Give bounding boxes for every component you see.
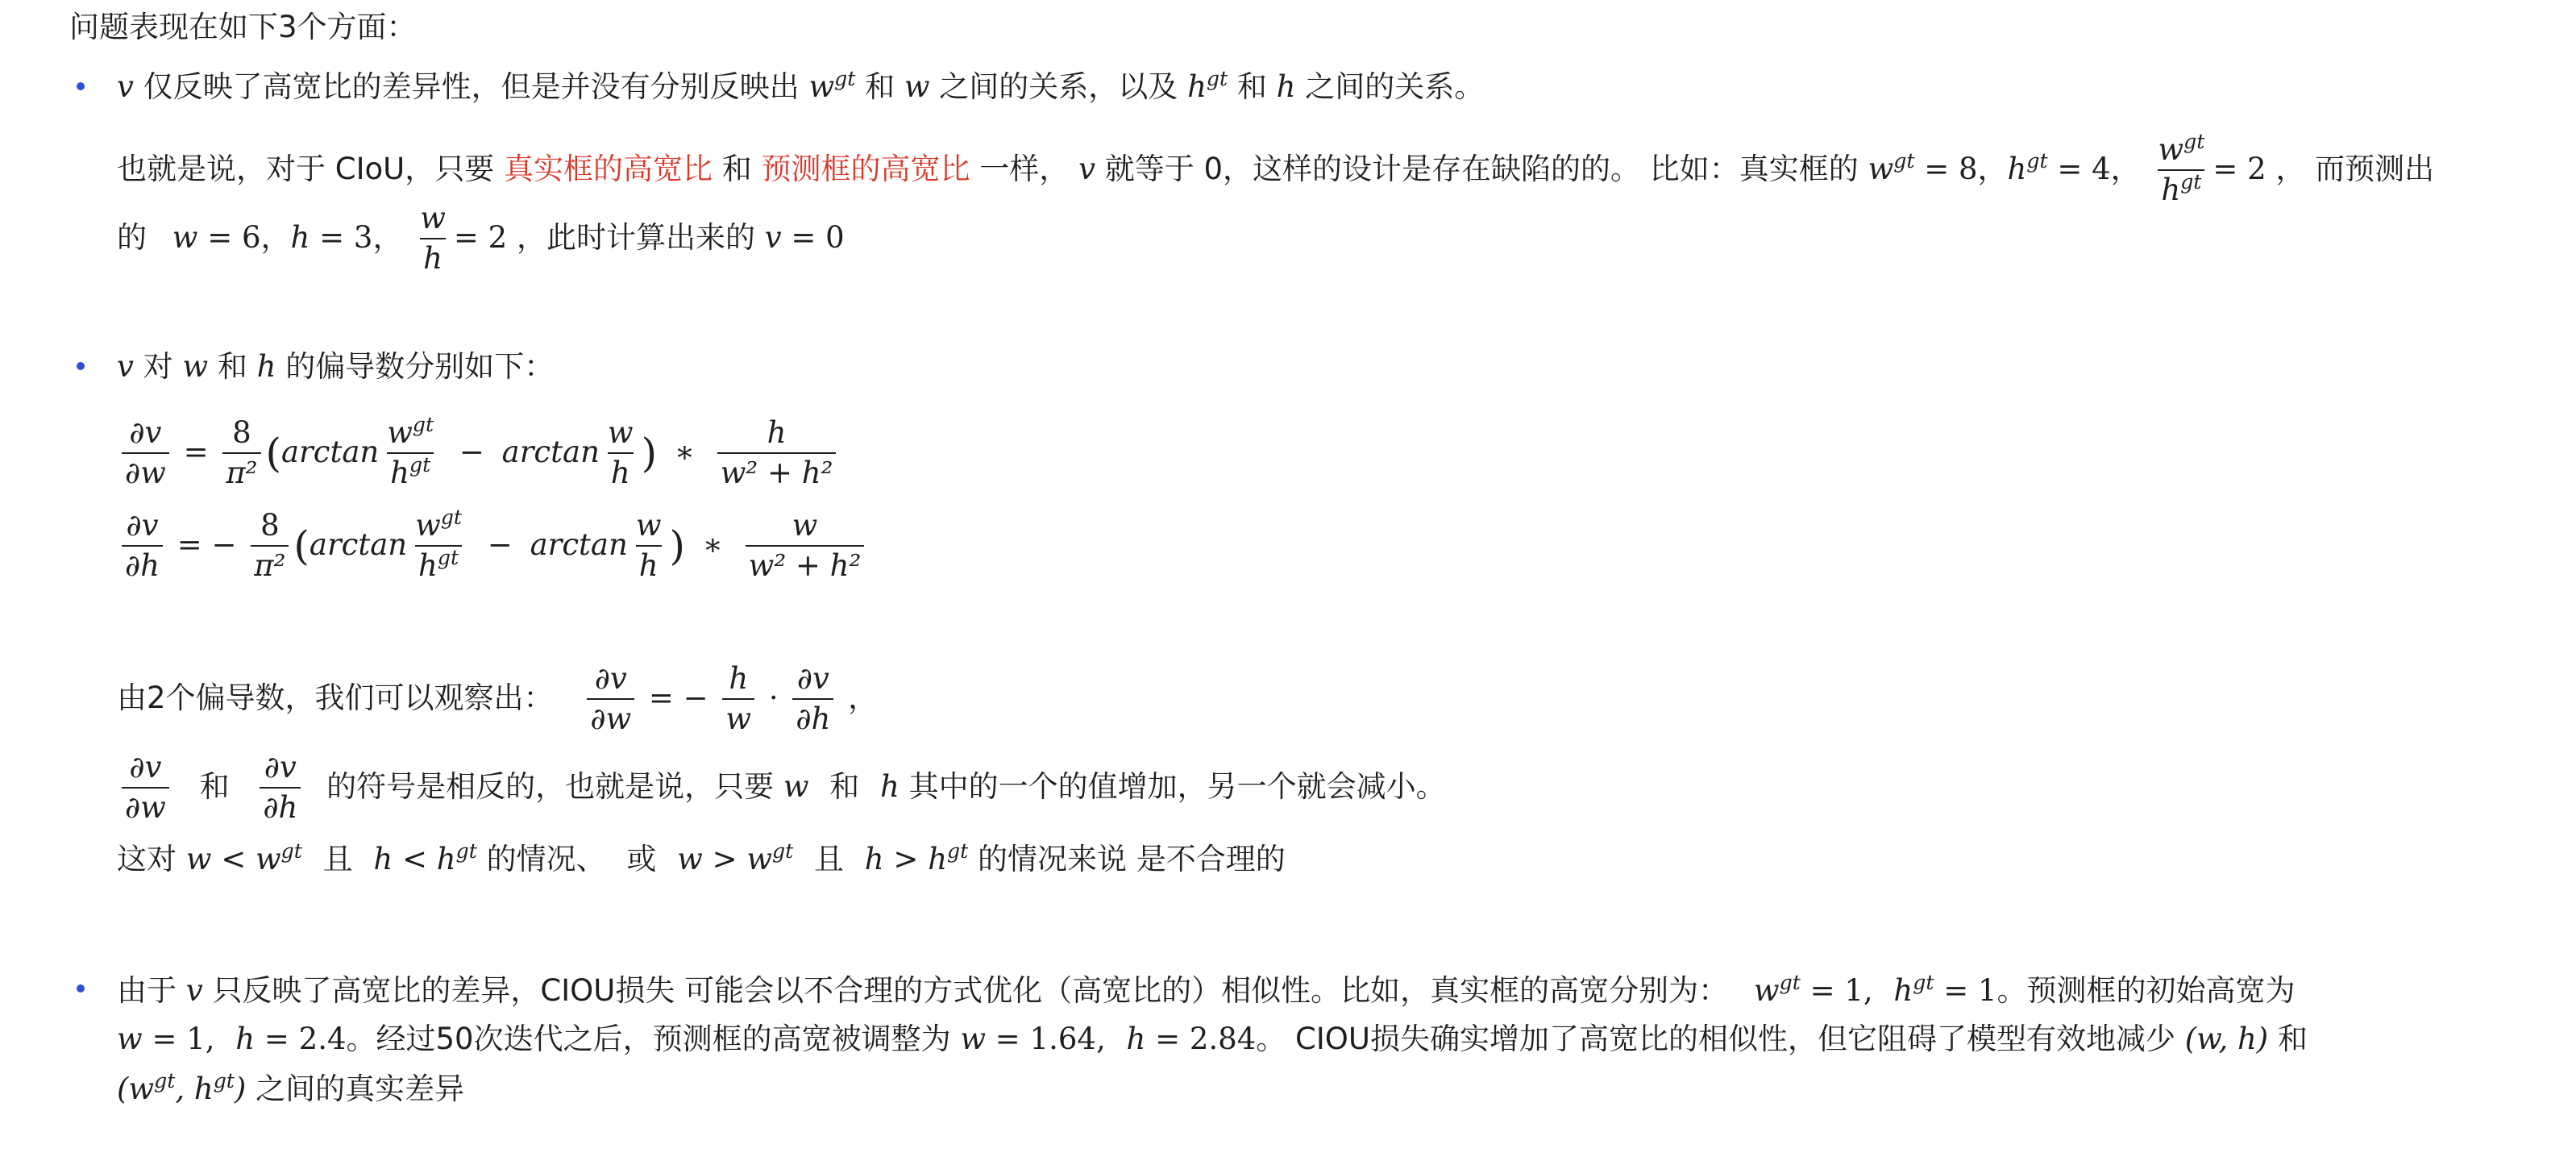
math-v: v [185,973,203,1008]
math-cdot: · [768,680,779,715]
math-w-h-pair: (w, h) [2184,1022,2269,1056]
math-w: w [182,349,209,384]
text: 和 [217,349,247,384]
bullet-1-explanation: 也就是说，对于 CIoU，只要 真实框的高宽比 和 预测框的高宽比 一样， v 就等于 0，这样的设计是存在缺陷的的。 比如：真实框的 $w^{gt} = 8$，$h^{gt} = 4$， $\frac{w^{gt}}{h^{gt}}$ = 2 ， 而预测出 [117,130,2435,207]
bullet-dot-3 [77,984,85,993]
math-arctan: arctan [309,527,408,562]
math-eq-neg: = − [648,680,708,715]
math-wgt-eq1: $w^{gt} = 1$, [1753,971,1873,1008]
frac-wgt-hgt: $\frac{w^{gt}}{h^{gt}}$ [387,413,434,490]
math-minus: − [487,527,513,562]
intro-heading: 问题表现在如下3个方面： [69,10,417,44]
highlight-pred-ratio: 预测框的高宽比 [761,152,970,186]
frac-h-w2h2: $\frac{h}{\text{w² + h²}}$ [717,416,837,490]
unreasonable-line [117,839,1286,880]
math-v: v [117,69,134,104]
math-v-eq0: v = 0 [764,220,845,255]
text: 由2个偏导数，我们可以观察出： [117,680,554,715]
text: 。经过50次迭代之后，预测框的高宽被调整为 [346,1022,951,1056]
math-wgt-eq8: $w^{gt} = 8$ [1868,149,1978,186]
math-h: h [256,349,276,384]
frac-dv-dh: $\frac{\partial v}{\partial h}$ [260,751,301,825]
frac-wgt-hgt: $\frac{w^{gt}}{h^{gt}}$ [415,506,463,583]
math-w-eq1: w = 1, [117,1022,215,1056]
math-eq2: = 2 [453,220,508,255]
paren: ) [641,429,658,477]
math-wgt: $w^{gt}$ [808,67,856,104]
frac-dv-dw: $\frac{\partial v}{\partial w}$ [587,662,634,736]
text: 和 [2278,1022,2308,1056]
text: 其中的一个的值增加，另一个就会减小。 [908,769,1446,804]
text: 这对 [117,842,177,876]
math-h-eq3: h = 3 [290,220,373,255]
math-times: ∗ [674,435,695,469]
text: 就等于 0，这样的设计是存在缺陷的的。 比如：真实框的 [1104,152,1859,186]
math-arctan: arctan [530,527,628,562]
math-hgt-eq1: $h^{gt} = 1$ [1893,971,1997,1008]
text: 或 [626,842,657,876]
text: 的偏导数分别如下： [285,349,555,384]
bullet-2-line [117,346,554,388]
text: 之间的关系。 [1305,69,1485,104]
text: 由于 [117,973,177,1008]
text: 对 [143,349,173,384]
math-v: v [1078,152,1095,186]
math-arctan: arctan [281,435,380,469]
math-arctan: arctan [501,435,600,469]
frac-dv-dw: $\frac{\partial v}{\partial w}$ [122,751,169,825]
bullet-3-line-3 [117,1065,464,1113]
frac-dv-dw: $\frac{\partial v}{\partial w}$ [122,416,169,490]
math-h: h [880,769,900,804]
frac-dv-dh: $\frac{\partial v}{\partial h}$ [792,662,833,736]
bullet-dot-1 [77,82,85,90]
math-h-lt-hgt: $h < h^{gt}$ [373,839,477,876]
text: ，此时计算出来的 [516,220,755,255]
math-h: h [1276,69,1296,104]
frac-w-h: $\frac{w}{h}$ [635,508,662,583]
math-eq-neg: = − [177,527,237,562]
frac-8-pi2: $\frac{8}{\text{π²}}$ [222,416,260,490]
math-eq: = [183,435,209,469]
frac-h-w: $\frac{h}{w}$ [722,662,754,736]
text: 。预测框的初始高宽为 [1996,973,2296,1008]
text: 。 CIOU损失确实增加了高宽比的相似性，但它阻碍了模型有效地减少 [1256,1022,2175,1056]
math-h-eq24: h = 2.4 [235,1022,347,1056]
equation-dv-dw [117,407,841,498]
text: 一样， [979,152,1070,186]
text: 且 [322,842,353,876]
math-hgt: $h^{gt}$ [1187,67,1228,104]
math-h-eq284: h = 2.84 [1126,1022,1257,1056]
frac-wgt-hgt: $\frac{w^{gt}}{h^{gt}}$ [2158,130,2205,207]
frac-8-pi2: $\frac{8}{\text{π²}}$ [251,509,289,583]
text: 也就是说，对于 CIoU，只要 [117,152,495,186]
math-w: w [783,769,809,804]
text: 和 [199,769,230,804]
paren: ( [293,522,310,569]
math-eq2: = 2 [2212,152,2266,186]
text: 的情况来说 是不合理的 [978,842,1286,876]
paren: ( [265,429,281,477]
math-times: ∗ [702,527,723,562]
text: 的 [117,220,147,255]
text: 之间的真实差异 [256,1072,465,1106]
observation-line [117,653,878,743]
text: 之间的关系，以及 [939,69,1178,104]
math-wgt-hgt-pair: ($w^{gt}$, $h^{gt}$) [117,1069,247,1106]
text: 且 [814,842,845,876]
frac-dv-dh: $\frac{\partial v}{\partial h}$ [122,509,163,583]
math-w-gt-wgt: $w > w^{gt}$ [677,839,794,876]
text: 和 [865,69,895,104]
frac-w-h: $\frac{w}{h}$ [420,201,446,276]
text: ， 而预测出 [2275,152,2435,186]
math-w-lt-wgt: $w < w^{gt}$ [185,839,302,876]
bullet-1-line [117,66,1484,108]
equation-dv-dh [117,500,869,591]
text: 只反映了高宽比的差异，CIOU损失 可能会以不合理的方式优化（高宽比的）相似性。比如，真实框的高宽分别为： [212,973,1729,1008]
math-w-eq6: w = 6 [172,220,261,255]
text: 和 [829,769,860,804]
bullet-3-line-2 [117,1015,2308,1063]
text: 的符号是相反的，也就是说，只要 [326,769,775,804]
text: 仅反映了高宽比的差异性，但是并没有分别反映出 [143,69,800,104]
math-v: v [117,349,134,384]
math-minus: − [459,435,484,469]
text: 和 [721,152,752,186]
bullet-1-explanation-2: 的 w = 6，h = 3， $\frac{w}{h}$ = 2 ，此时计算出来的 v = 0 [117,201,845,276]
paren: ) [669,522,685,569]
text: ， [848,680,879,715]
math-w-eq164: w = 1.64, [960,1022,1106,1056]
bullet-dot-2 [77,362,85,370]
text: 和 [1236,69,1267,104]
math-hgt-eq4: $h^{gt} = 4$ [2007,149,2111,186]
math-w: w [904,69,930,104]
frac-w-h: $\frac{w}{h}$ [607,415,634,490]
highlight-gt-ratio: 真实框的高宽比 [504,152,713,186]
sign-line [117,742,1446,832]
text: 的情况、 [486,842,606,876]
frac-w-w2h2: $\frac{w}{\text{w² + h²}}$ [746,509,865,583]
bullet-3-line-1 [117,967,2296,1015]
math-h-gt-hgt: $h > h^{gt}$ [864,839,969,876]
